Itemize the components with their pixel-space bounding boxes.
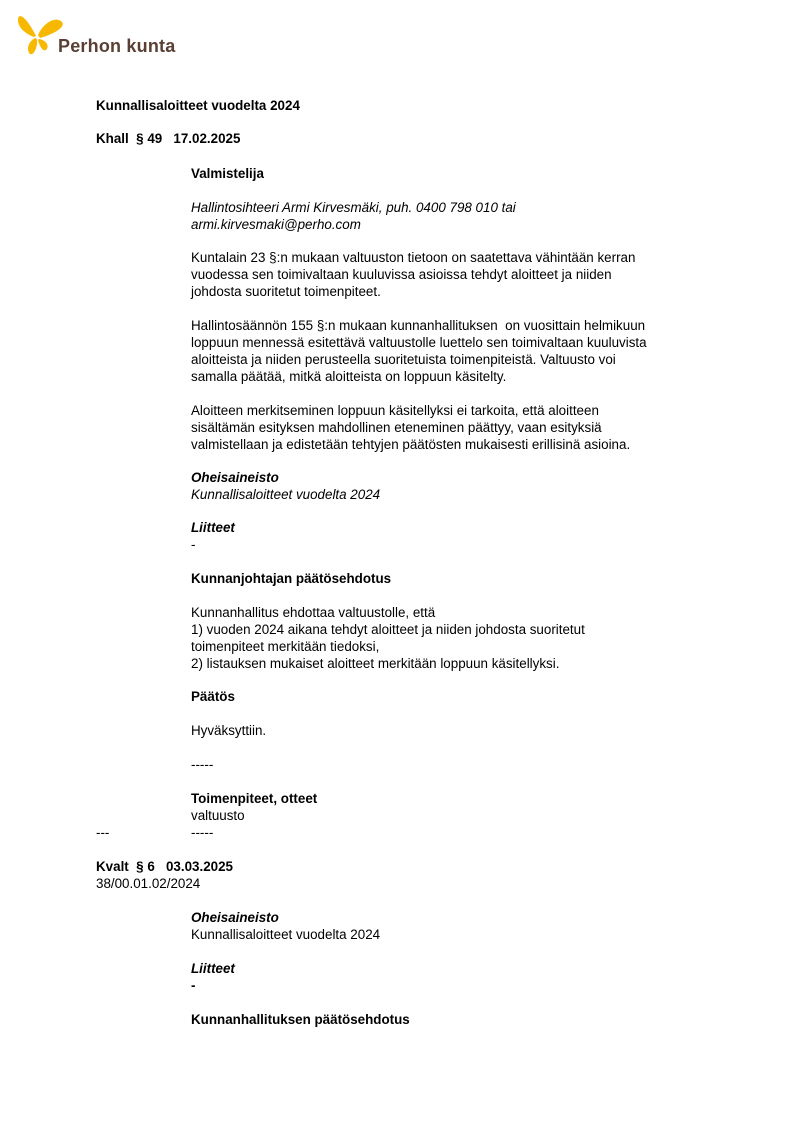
logo	[16, 10, 186, 60]
paragraph-line: loppuun mennessä esitettävä valtuustolle luettelo sen toimivaltaan kuuluvista	[191, 335, 647, 350]
paragraph-line: johdosta suoritetut toimenpiteet.	[191, 284, 381, 299]
paatos-value: Hyväksyttiin.	[191, 723, 267, 738]
kvalt-liitteet-value: -	[191, 978, 196, 993]
section-divider: -----	[191, 825, 214, 840]
liitteet-value: -	[191, 537, 196, 552]
paragraph-line: samalla päätää, mitkä aloitteista on loppuun käsitelty.	[191, 369, 507, 384]
kunnanhallitus-ehdotus-label: Kunnanhallituksen päätösehdotus	[191, 1012, 410, 1027]
paragraph-hallintosaanto	[191, 317, 701, 385]
oheisaineisto-value: Kunnallisaloitteet vuodelta 2024	[191, 487, 381, 502]
paragraph-line: Kuntalain 23 §:n mukaan valtuuston tietoon on saatettava vähintään kerran	[191, 250, 636, 265]
ehdotus-line: 1) vuoden 2024 aikana tehdyt aloitteet ja niiden johdosta suoritetut	[191, 622, 585, 637]
toimenpiteet-label: Toimenpiteet, otteet	[191, 791, 318, 806]
section-divider: -----	[191, 757, 214, 772]
logo-text: Perhon kunta	[58, 36, 176, 56]
liitteet-label: Liitteet	[191, 520, 235, 535]
ehdotus-line: toimenpiteet merkitään tiedoksi,	[191, 639, 380, 654]
ehdotus-line: 2) listauksen mukaiset aloitteet merkitään loppuun käsitellyksi.	[191, 656, 560, 671]
kvalt-oheisaineisto-label: Oheisaineisto	[191, 910, 279, 925]
kvalt-oheisaineisto-value: Kunnallisaloitteet vuodelta 2024	[191, 927, 381, 942]
paatos-label: Päätös	[191, 689, 235, 704]
toimenpiteet-value: valtuusto	[191, 808, 245, 823]
paragraph-kuntalaki	[191, 249, 701, 300]
paragraph-line: aloitteista ja niiden perusteella suoritetuista toimenpiteistä. Valtuusto voi	[191, 352, 616, 367]
left-divider: ---	[96, 825, 110, 840]
valmistelija-email: armi.kirvesmaki@perho.com	[191, 217, 361, 232]
valmistelija-text	[191, 199, 701, 233]
document-title: Kunnallisaloitteet vuodelta 2024	[96, 98, 300, 113]
paragraph-line: valmistellaan ja edistetään tehtyjen päätösten mukaisesti erillisinä asioina.	[191, 437, 631, 452]
khall-heading: Khall § 49 17.02.2025	[96, 131, 241, 146]
kvalt-liitteet-label: Liitteet	[191, 961, 235, 976]
paragraph-line: Aloitteen merkitseminen loppuun käsitellyksi ei tarkoita, että aloitteen	[191, 403, 599, 418]
paragraph-line: vuodessa sen toimivaltaan kuuluvissa asioissa tehdyt aloitteet ja niiden	[191, 267, 612, 282]
paragraph-line: Hallintosäännön 155 §:n mukaan kunnanhallituksen on vuosittain helmikuun	[191, 318, 646, 333]
paragraph-aloitteen	[191, 402, 701, 453]
paragraph-line: sisältämän esityksen mahdollinen eteneminen päättyy, vaan esityksiä	[191, 420, 602, 435]
kunnanjohtaja-ehdotus-label: Kunnanjohtajan päätösehdotus	[191, 571, 392, 586]
diary-number: 38/00.01.02/2024	[96, 876, 201, 891]
kunnanjohtaja-ehdotus-text	[191, 604, 701, 672]
ehdotus-line: Kunnanhallitus ehdottaa valtuustolle, että	[191, 605, 436, 620]
valmistelija-line: Hallintosihteeri Armi Kirvesmäki, puh. 0400 798 010 tai	[191, 200, 516, 215]
valmistelija-label: Valmistelija	[191, 166, 264, 181]
oheisaineisto-label: Oheisaineisto	[191, 470, 279, 485]
kvalt-heading: Kvalt § 6 03.03.2025	[96, 859, 233, 874]
